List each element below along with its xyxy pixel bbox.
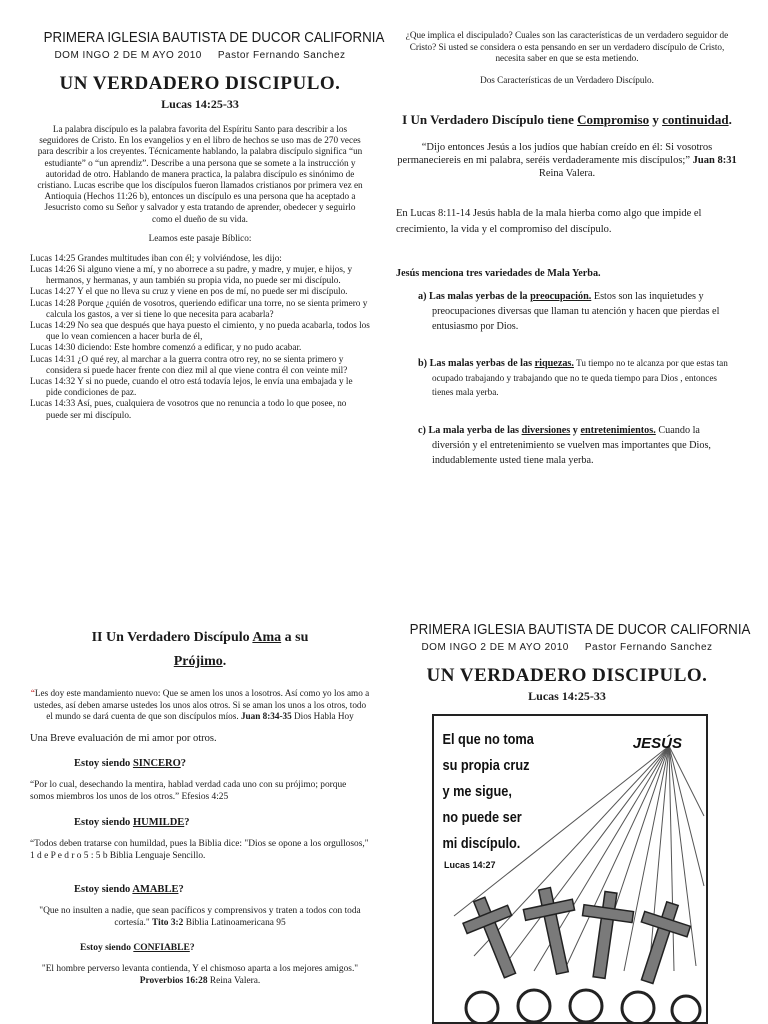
bulletin-panel-front [30, 30, 385, 590]
followers [466, 990, 700, 1022]
poster-line: mi discípulo. [442, 833, 521, 852]
sincere-question: Estoy siendo SINCERO? [74, 757, 187, 769]
verse-item: Lucas 14:28 Porque ¿quién de vosotros, queriendo edificar una torre, no se sienta primero y calcula los gastos, a ver si tiene lo que necesita para acabarla? [30, 297, 368, 319]
church-name: PRIMERA IGLESIA BAUTISTA DE DUCOR CALIFORNIA [43, 30, 385, 46]
verse-item: Lucas 14:26 Si alguno viene a mí, y no aborrece a su padre, y madre, y mujer, e hijos, y hermanos, y hermanas, y aun también su propia vida, no puede ser mi discípulo. [30, 264, 353, 286]
brand-text: JESÚS [632, 735, 682, 752]
cross-artwork [434, 716, 706, 1022]
section-two-heading: II Un Verdadero Discípulo Ama a su Prójimo. [91, 630, 309, 669]
verse-item: Lucas 14:25 Grandes multitudes iban con él; y volviéndose, les dijo: [30, 252, 282, 263]
humble-question: Estoy siendo HUMILDE? [74, 816, 190, 828]
bulletin-panel-love [30, 622, 370, 1022]
john-quote: “Dijo entonces Jesús a los judíos que habían creído en él: Si vosotros permaneciereis en mi palabra, seréis verdaderamente mis discípulos;” Juan 8:31 Reina Valera. [397, 141, 737, 179]
weed-item-riches: b) Las malas yerbas de las riquezas. Tu tiempo no te alcanza por que estas tan ocupado trabajando y trabajando que no te queda tiempo para Dios , entonces tienes mala yerba. [418, 357, 728, 397]
verse-item: Lucas 14:32 Y si no puede, cuando el otro está todavía lejos, le envía una embajada y le pide condiciones de paz. [30, 376, 353, 398]
scripture-reference: Lucas 14:25-33 [528, 689, 606, 703]
scripture-reference: Lucas 14:25-33 [161, 97, 239, 111]
poster-text [443, 730, 535, 851]
kind-question: Estoy siendo AMABLE? [74, 883, 184, 895]
sermon-title: UN VERDADERO DISCIPULO. [59, 73, 341, 94]
bulletin-panel-characteristics [396, 30, 738, 590]
poster-line: El que no toma [442, 729, 534, 748]
proverbs-quote: "El hombre perverso levanta contienda, Y el chismoso aparta a los mejores amigos." Proverbios 16:28 Reina Valera. [41, 963, 359, 986]
verse-item: Lucas 14:31 ¿O qué rey, al marchar a la guerra contra otro rey, no se sienta primero y considera si puede hacer frente con diez mil al que viene contra él con veinte mil? [30, 353, 348, 375]
ephesians-quote: “Por lo cual, desechando la mentira, hablad verdad cada uno con su prójimo; porque somos miembros los unos de los otros.” Efesios 4:25 [30, 779, 347, 802]
sermon-title: UN VERDADERO DISCIPULO. [426, 665, 708, 686]
two-characteristics-label: Dos Características de un Verdadero Discípulo. [480, 74, 654, 85]
poster-line: y me sigue, [442, 781, 512, 800]
pastor-name: Pastor Fernando Sanchez [217, 50, 346, 61]
luke-weeds-paragraph: En Lucas 8:11-14 Jesús habla de la mala hierba como algo que impide el crecimiento, la vida y el compromiso del discípulo. [396, 207, 702, 235]
verse-item: Lucas 14:29 No sea que después que haya puesto el cimiento, y no pueda acabarla, todos los que lo vean comiencen a hacer burla de él, [30, 320, 370, 342]
weed-item-entertainment: c) La mala yerba de las diversiones y entretenimientos. Cuando la diversión y el entretenimiento se vuelven mas importantes que Dios, indudablemente usted tiene mala yerba. [418, 424, 711, 466]
cross-illustration [432, 714, 708, 1024]
weed-item-worry: a) Las malas yerbas de la preocupación. Estos son las inquietudes y preocupaciones diversas que llaman tu atención y hacen que pierdas el entusiasmo por Dios. [418, 290, 720, 332]
verse-item: Lucas 14:30 diciendo: Este hombre comenzó a edificar, y no pudo acabar. [30, 342, 302, 353]
love-evaluation-label: Una Breve evaluación de mi amor por otros. [30, 732, 217, 744]
poster-reference: Lucas 14:27 [444, 860, 496, 870]
section-one-heading: I Un Verdadero Discípulo tiene Compromiso y continuidad. [402, 111, 732, 127]
poster-line: su propia cruz [442, 755, 530, 774]
john-love-quote: “Les doy este mandamiento nuevo: Que se amen los unos a losotros. Así como yo los amo a ustedes, así deben amarse ustedes los unos alos otros. Si se aman los unos a los otros, todo el mundo se dará cuenta de que son discípulos míos. Juan 8:34-35 Dios Habla Hoy [30, 688, 370, 721]
bulletin-panel-cover [396, 622, 751, 1024]
date-line [30, 50, 370, 61]
date-line [396, 642, 738, 653]
reading-prompt: Leamos este pasaje Bíblico: [148, 232, 252, 243]
service-date: DOM INGO 2 DE M AYO 2010 [421, 642, 569, 653]
weed-varieties-heading: Jesús menciona tres variedades de Mala Yerba. [396, 267, 601, 279]
poster-line: no puede ser [442, 807, 522, 826]
verse-item: Lucas 14:33 Así, pues, cualquiera de vosotros que no renuncia a todo lo que posee, no puede ser mi discípulo. [30, 398, 347, 420]
intro-paragraph: La palabra discípulo es la palabra favorita del Espíritu Santo para describir a los seguidores de Cristo. En los evangelios y en el libro de hechos se uso mas de 270 veces para describir a los creyentes. Técnicamente hablando, la palabra discípulo significa “un estudiante” o “un aprendiz”. Describe a una persona que se somete a la instrucción y autoridad de otro. Hablando de manera practica, la palabra discípulo es sinónimo de cristiano. Lucas escribe que los discípulos fueron llamados cristianos por primera vez en Antioquia (Hechos 11:26 b), entonces un discípulo es una persona que ha aceptado a Jesucristo como su Señor y salvador y esta tratando de aprender, obedecer y seguirlo como el dueño de su vida. [37, 124, 363, 224]
verse-item: Lucas 14:27 Y el que no lleva su cruz y viene en pos de mí, no puede ser mi discípulo. [30, 286, 348, 297]
verse-list [30, 253, 370, 421]
trustworthy-question: Estoy siendo CONFIABLE? [80, 942, 195, 953]
pastor-name: Pastor Fernando Sanchez [584, 642, 713, 653]
church-name: PRIMERA IGLESIA BAUTISTA DE DUCOR CALIFORNIA [409, 622, 751, 638]
titus-quote: "Que no insulten a nadie, que sean pacíficos y comprensivos y traten a todos con toda cortesía." Tito 3:2 Biblia Latinoamericana 95 [39, 905, 361, 928]
service-date: DOM INGO 2 DE M AYO 2010 [54, 50, 202, 61]
crosses [457, 884, 695, 989]
peter-quote: “Todos deben tratarse con humildad, pues la Biblia dice: "Dios se opone a los orgullosos," 1 d e P e d r o 5 : 5 b Biblia Lenguaje Sencillo. [30, 838, 369, 861]
discipleship-question: ¿Que implica el discipulado? Cuales son las características de un verdadero seguidor de Cristo? Si usted se considera o esta pensando en ser un verdadero discípulo de Cristo, necesita saber en que se esta metiendo. [405, 30, 729, 63]
